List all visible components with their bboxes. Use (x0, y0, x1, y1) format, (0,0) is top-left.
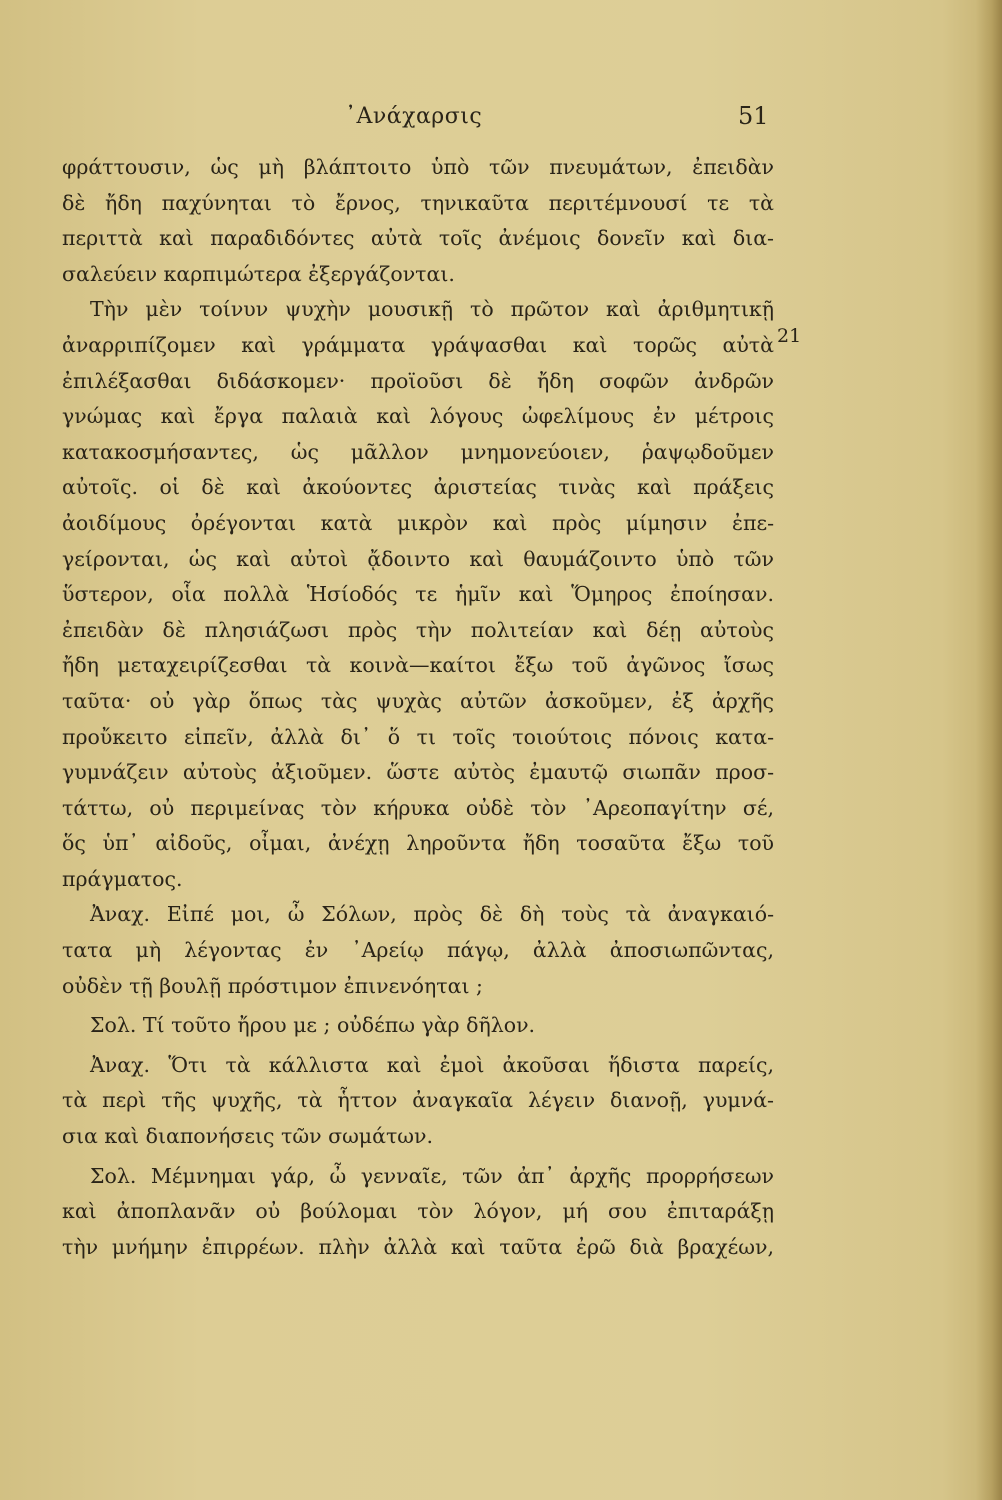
speaker-line: Ἀναχ. Ὅτι τὰ κάλλιστα καὶ ἐμοὶ ἀκοῦσαι ἥδιστα παρείς, (90, 1052, 774, 1077)
text-line: ταῦτα· οὐ γὰρ ὅπως τὰς ψυχὰς αὐτῶν ἀσκοῦμεν, ἐξ ἀρχῆς (62, 688, 774, 713)
text-line: ὅς ὑπ᾿ αἰδοῦς, οἶμαι, ἀνέχῃ ληροῦντα ἤδη τοσαῦτα ἔξω τοῦ (62, 831, 774, 856)
text-line: κατακοσμήσαντες, ὡς μᾶλλον μνημονεύοιεν, ῥαψῳδοῦμεν (62, 439, 774, 464)
text-line: τάττω, οὐ περιμείνας τὸν κήρυκα οὐδὲ τὸν ᾿Αρεοπαγίτην σέ, (62, 795, 774, 820)
text-line: δὲ ἤδη παχύνηται τὸ ἔρνος, τηνικαῦτα περιτέμνουσί τε τὰ (62, 190, 774, 215)
running-head (0, 100, 1002, 140)
text-line: καὶ ἀποπλανᾶν οὐ βούλομαι τὸν λόγον, μή σου ἐπιταράξῃ (62, 1199, 774, 1224)
text-line: τὰ περὶ τῆς ψυχῆς, τὰ ἧττον ἀναγκαῖα λέγειν διανοῇ, γυμνά- (62, 1088, 774, 1113)
text-line: σια καὶ διαπονήσεις τῶν σωμάτων. (62, 1124, 433, 1149)
speaker-line: Σολ. Μέμνημαι γάρ, ὦ γενναῖε, τῶν ἀπ᾿ ἀρχῆς προρρήσεων (90, 1163, 774, 1188)
text-line: τατα μὴ λέγοντας ἐν ᾿Αρείῳ πάγῳ, ἀλλὰ ἀποσιωπῶντας, (62, 938, 774, 963)
text-line: τὴν μνήμην ἐπιρρέων. πλὴν ἀλλὰ καὶ ταῦτα ἐρῶ διὰ βραχέων, (62, 1234, 774, 1259)
text-line: ἀναρριπίζομεν καὶ γράμματα γράψασθαι καὶ τορῶς αὐτὰ (62, 332, 774, 357)
text-line: ἐπειδὰν δὲ πλησιάζωσι πρὸς τὴν πολιτείαν καὶ δέῃ αὐτοὺς (62, 617, 774, 642)
text-line: οὐδὲν τῇ βουλῇ πρόστιμον ἐπινενόηται ; (62, 973, 483, 998)
text-line: πράγματος. (62, 866, 183, 891)
text-line: γνώμας καὶ ἔργα παλαιὰ καὶ λόγους ὠφελίμους ἐν μέτροις (62, 404, 774, 429)
text-line: σαλεύειν καρπιμώτερα ἐξεργάζονται. (62, 261, 455, 286)
text-line: ὕστερον, οἷα πολλὰ Ἡσίοδός τε ἡμῖν καὶ Ὅμηρος ἐποίησαν. (62, 582, 774, 607)
text-line: αὐτοῖς. οἱ δὲ καὶ ἀκούοντες ἀριστείας τινὰς καὶ πράξεις (62, 475, 774, 500)
page-edge-shadow (976, 0, 1002, 1500)
text-line: γυμνάζειν αὐτοὺς ἀξιοῦμεν. ὥστε αὐτὸς ἐμαυτῷ σιωπᾶν προσ- (62, 760, 774, 785)
text-line: φράττουσιν, ὡς μὴ βλάπτοιτο ὑπὸ τῶν πνευμάτων, ἐπειδὰν (62, 155, 774, 179)
text-line: ἐπιλέξασθαι διδάσκομεν· προϊοῦσι δὲ ἤδη σοφῶν ἀνδρῶν (62, 368, 774, 393)
page-number: 51 (738, 102, 769, 130)
speaker-line: Ἀναχ. Εἰπέ μοι, ὦ Σόλων, πρὸς δὲ δὴ τοὺς τὰ ἀναγκαιό- (90, 902, 774, 927)
body-text (62, 150, 774, 1265)
running-head-title: ᾿Ανάχαρσις (345, 104, 483, 129)
text-line: ἀοιδίμους ὀρέγονται κατὰ μικρὸν καὶ πρὸς μίμησιν ἐπε- (62, 510, 774, 535)
text-line: Τὴν μὲν τοίνυν ψυχὴν μουσικῇ τὸ πρῶτον καὶ ἀριθμητικῇ (90, 297, 774, 322)
text-line: ἤδη μεταχειρίζεσθαι τὰ κοινὰ—καίτοι ἔξω τοῦ ἀγῶνος ἴσως (62, 653, 774, 678)
margin-section-number: 21 (777, 325, 802, 347)
text-line: γείρονται, ὡς καὶ αὐτοὶ ᾄδοιντο καὶ θαυμάζοιντο ὑπὸ τῶν (62, 546, 774, 571)
text-line: προὔκειτο εἰπεῖν, ἀλλὰ δι᾿ ὅ τι τοῖς τοιούτοις πόνοις κατα- (62, 724, 774, 749)
speaker-line: Σολ. Τί τοῦτο ἤρου με ; οὐδέπω γὰρ δῆλον. (90, 1013, 536, 1038)
text-line: περιττὰ καὶ παραδιδόντες αὐτὰ τοῖς ἀνέμοις δονεῖν καὶ δια- (62, 226, 774, 251)
